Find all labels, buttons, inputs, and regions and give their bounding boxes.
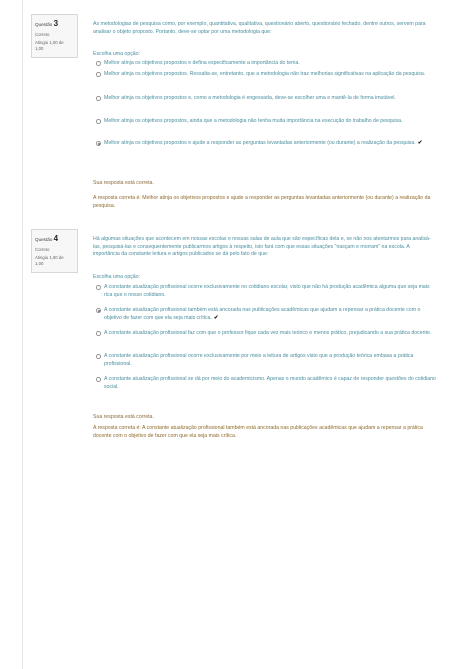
option-text: Melhor atinja os objetivos propostos e defina especificamente a importância do tema. — [104, 60, 300, 66]
choose-option-label: Escolha uma opção: — [93, 274, 141, 280]
radio-button[interactable] — [96, 331, 101, 336]
question-text: As metodologias de pesquisa como, por exemplo, quantitativa, qualitativa, questionário aberto, questionário fechado, dentre outros, servem para analisar o objeto proposto. Portanto, deve-se optar por uma metodologia que: — [93, 21, 426, 35]
question-info-box — [31, 14, 78, 58]
option-text: Melhor atinja os objetivos propostos, ainda que a metodologia não tenha muita importância na execução do trabalho de pesquisa. — [104, 118, 403, 124]
option-text: Melhor atinja os objetivos propostos e, como a metodologia é engessada, deve-se escolher uma e mantê-la de forma imutável. — [104, 95, 396, 101]
option-text: A constante atualização profissional ocorre exclusivamente por meio a leitura de artigos visto que a produção teórica embasa a prática profissional. — [104, 353, 414, 367]
question-mark — [35, 255, 74, 268]
mark-value: 1,00 — [35, 261, 44, 267]
question-number — [35, 233, 74, 245]
question-label: Questão — [35, 22, 53, 27]
question-state: Correto — [35, 31, 50, 37]
correct-answer-text: A resposta correta é: A constante atualização profissional também está ancorada nas publicações acadêmicas que ajudam a repensar a prática docente com o objetivo de fazer com que ela seja mais crítica. — [93, 425, 423, 439]
answer-option[interactable] — [96, 376, 436, 391]
radio-button[interactable] — [96, 96, 101, 101]
answer-option[interactable] — [96, 353, 436, 368]
question-number-value: 3 — [53, 19, 59, 28]
correct-check-icon: ✔ — [213, 314, 219, 321]
page-left-rule — [22, 0, 23, 669]
option-text: A constante atualização profissional se dá por meio do academicismo. Apenas o mundo acadêmico é capaz de responder questões do cotidiano social. — [104, 376, 436, 390]
question-number-value: 4 — [53, 234, 59, 243]
feedback-text: Sua resposta está correta. — [93, 180, 154, 186]
option-text: Melhor atinja os objetivos propostos e ajude a responder as perguntas levantadas anteriormente (ou durante) a realização da pesquisa. — [104, 140, 416, 146]
correct-answer-text: A resposta correta é: Melhor atinja os objetivos propostos e ajude a responder as perguntas levantadas anteriormente (ou durante) a realização da pesquisa. — [93, 195, 431, 209]
radio-button[interactable] — [96, 285, 101, 290]
answer-option[interactable] — [96, 60, 436, 68]
radio-button[interactable] — [96, 72, 101, 77]
feedback-text: Sua resposta está correta. — [93, 414, 154, 420]
question-state: Correto — [35, 246, 50, 252]
question-mark — [35, 40, 74, 53]
answer-option[interactable] — [96, 95, 436, 103]
option-text: A constante atualização profissional ocorre exclusivamente no cotidiano escolar, visto que não há produção acadêmica alguma que seja mais rica que o nosso cotidiano. — [104, 284, 430, 298]
answer-option-selected[interactable] — [96, 140, 436, 148]
question-number — [35, 18, 74, 30]
question-label: Questão — [35, 237, 53, 242]
answer-option[interactable] — [96, 284, 436, 299]
radio-button-selected[interactable] — [96, 141, 101, 146]
mark-line: Atingiu 1,00 de — [35, 39, 64, 45]
answer-option[interactable] — [96, 330, 436, 338]
radio-button[interactable] — [96, 119, 101, 124]
answer-option[interactable] — [96, 118, 436, 126]
question-text: Há algumas situações que acontecem em nossas escolas e nossas salas de aula que são específicas dela e, se não nos atentarmos para analisá-las, pesquisá-las e consequentemente publicarmos artigos à respeito, isto fará com que essas situações "nasçam e morram" na escola. A importância da constante leitura e artigos publicados se dá pelo fato de que: — [93, 236, 431, 258]
option-text: A constante atualização profissional faz com que o professor fique cada vez mais teórico e menos prático, prejudicando a sua prática docente. — [104, 330, 432, 336]
choose-option-label: Escolha uma opção: — [93, 51, 141, 57]
mark-value: 1,00 — [35, 46, 44, 52]
radio-button[interactable] — [96, 377, 101, 382]
radio-button[interactable] — [96, 354, 101, 359]
radio-button-selected[interactable] — [96, 308, 101, 313]
option-text: Melhor atinja os objetivos propostos. Ressalta-se, entretanto, que a metodologia não traz melhorias significativas na aplicação da pesquisa. — [104, 71, 426, 77]
answer-option[interactable] — [96, 71, 436, 79]
radio-button[interactable] — [96, 61, 101, 66]
question-info-box — [31, 229, 78, 273]
correct-check-icon: ✔ — [417, 140, 423, 146]
mark-line: Atingiu 1,00 de — [35, 254, 64, 260]
option-text: A constante atualização profissional também está ancorada nas publicações acadêmicas que ajudam a repensar a prática docente com o objetivo de fazer com que ela seja mais crítica. — [104, 307, 421, 321]
answer-option-selected[interactable] — [96, 307, 436, 323]
